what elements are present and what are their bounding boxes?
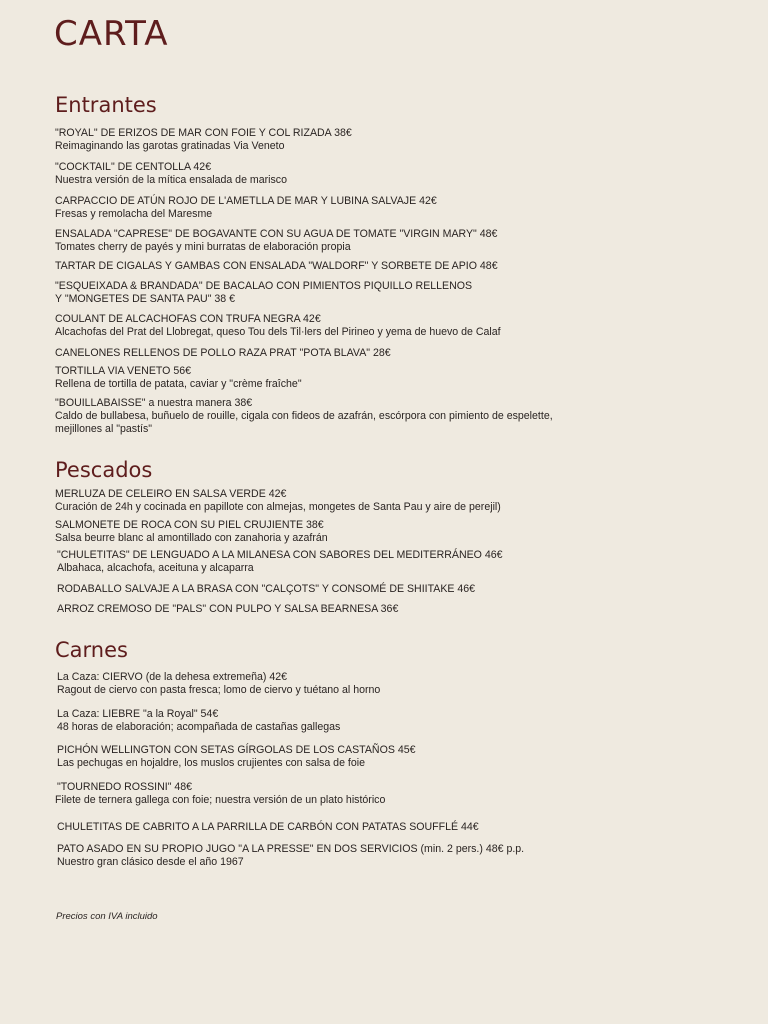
- menu-item-name: La Caza: CIERVO (de la dehesa extremeña) 42€: [57, 671, 288, 683]
- menu-item: [57, 671, 380, 697]
- menu-item-desc: Nuestra versión de la mítica ensalada de marisco: [55, 174, 287, 186]
- menu-item: [55, 519, 328, 545]
- section-title-pescados: Pescados: [55, 458, 153, 482]
- menu-item-name: CARPACCIO DE ATÚN ROJO DE L'AMETLLA DE MAR Y LUBINA SALVAJE 42€: [55, 195, 437, 207]
- menu-item-name: "TOURNEDO ROSSINI" 48€: [57, 781, 193, 793]
- price-note: Precios con IVA incluido: [56, 911, 158, 922]
- menu-item-desc: Ragout de ciervo con pasta fresca; lomo de ciervo y tuétano al horno: [57, 684, 381, 696]
- menu-item-desc: Caldo de bullabesa, buñuelo de rouille, cigala con fideos de azafrán, escórpora con pimiento de espelette, mejillones al "pastís": [55, 410, 553, 435]
- menu-item-desc: Salsa beurre blanc al amontillado con zanahoria y azafrán: [55, 532, 328, 544]
- menu-item: [57, 583, 475, 596]
- menu-item-desc: Reimaginando las garotas gratinadas Via Veneto: [55, 140, 285, 152]
- menu-item-desc: Albahaca, alcachofa, aceituna y alcaparra: [57, 562, 254, 574]
- menu-item: [55, 161, 287, 187]
- menu-item-desc: Las pechugas en hojaldre, los muslos crujientes con salsa de foie: [57, 757, 365, 769]
- menu-item-name: PATO ASADO EN SU PROPIO JUGO "A LA PRESSE" EN DOS SERVICIOS (min. 2 pers.) 48€ p.p.: [57, 843, 525, 855]
- menu-item-name: RODABALLO SALVAJE A LA BRASA CON "CALÇOTS" Y CONSOMÉ DE SHIITAKE 46€: [57, 583, 476, 595]
- menu-item-desc: Rellena de tortilla de patata, caviar y "crème fraîche": [55, 378, 302, 390]
- menu-item-desc: Nuestro gran clásico desde el año 1967: [57, 856, 244, 868]
- menu-item: [55, 488, 501, 514]
- menu-item: [55, 397, 553, 436]
- menu-item: [57, 549, 503, 575]
- menu-item: [55, 228, 497, 254]
- menu-item-desc: Filete de ternera gallega con foie; nuestra versión de un plato histórico: [55, 794, 386, 806]
- menu-item-desc: Fresas y remolacha del Maresme: [55, 208, 213, 220]
- menu-item-name: TORTILLA VIA VENETO 56€: [55, 365, 192, 377]
- menu-item-name: CANELONES RELLENOS DE POLLO RAZA PRAT "POTA BLAVA" 28€: [55, 347, 391, 359]
- menu-item-name: La Caza: LIEBRE "a la Royal" 54€: [57, 708, 219, 720]
- section-title-entrantes: Entrantes: [55, 93, 157, 117]
- menu-item: [55, 365, 302, 391]
- page-title: CARTA: [54, 14, 169, 54]
- menu-item-name: COULANT DE ALCACHOFAS CON TRUFA NEGRA 42€: [55, 313, 321, 325]
- menu-item-desc: 48 horas de elaboración; acompañada de castañas gallegas: [57, 721, 341, 733]
- menu-item: [57, 843, 524, 869]
- menu-item-name: "ESQUEIXADA & BRANDADA" DE BACALAO CON PIMIENTOS PIQUILLO RELLENOS Y "MONGETES DE SANTA PAU" 38 €: [55, 280, 473, 305]
- menu-item: [57, 744, 416, 770]
- menu-item: [57, 821, 479, 834]
- menu-item-name: PICHÓN WELLINGTON CON SETAS GÍRGOLAS DE LOS CASTAÑOS 45€: [57, 744, 416, 756]
- menu-item-name: ENSALADA "CAPRESE" DE BOGAVANTE CON SU AGUA DE TOMATE "VIRGIN MARY" 48€: [55, 228, 498, 240]
- menu-item: [55, 313, 501, 339]
- menu-item: [55, 195, 437, 221]
- menu-item-name: SALMONETE DE ROCA CON SU PIEL CRUJIENTE 38€: [55, 519, 324, 531]
- menu-item: [55, 781, 385, 807]
- menu-item: [57, 603, 398, 616]
- menu-item: [55, 280, 472, 306]
- menu-item-name: "COCKTAIL" DE CENTOLLA 42€: [55, 161, 212, 173]
- menu-item-name: MERLUZA DE CELEIRO EN SALSA VERDE 42€: [55, 488, 287, 500]
- menu-item: [57, 708, 340, 734]
- menu-item-name: ARROZ CREMOSO DE "PALS" CON PULPO Y SALSA BEARNESA 36€: [57, 603, 399, 615]
- menu-item: [55, 127, 352, 153]
- menu-item-desc: Alcachofas del Prat del Llobregat, queso Tou dels Til·lers del Pirineo y yema de huevo de Calaf: [55, 326, 501, 338]
- menu-item: [55, 260, 498, 273]
- menu-item-name: CHULETITAS DE CABRITO A LA PARRILLA DE CARBÓN CON PATATAS SOUFFLÉ 44€: [57, 821, 479, 833]
- menu-item-name: "BOUILLABAISSE" a nuestra manera 38€: [55, 397, 253, 409]
- section-title-carnes: Carnes: [55, 638, 128, 662]
- menu-item: [55, 347, 391, 360]
- menu-item-name: "ROYAL" DE ERIZOS DE MAR CON FOIE Y COL RIZADA 38€: [55, 127, 352, 139]
- menu-item-name: TARTAR DE CIGALAS Y GAMBAS CON ENSALADA "WALDORF" Y SORBETE DE APIO 48€: [55, 260, 498, 272]
- menu-item-name: "CHULETITAS" DE LENGUADO A LA MILANESA CON SABORES DEL MEDITERRÁNEO 46€: [57, 549, 503, 561]
- menu-item-desc: Curación de 24h y cocinada en papillote con almejas, mongetes de Santa Pau y aire de perejil): [55, 501, 501, 513]
- menu-item-desc: Tomates cherry de payés y mini burratas de elaboración propia: [55, 241, 351, 253]
